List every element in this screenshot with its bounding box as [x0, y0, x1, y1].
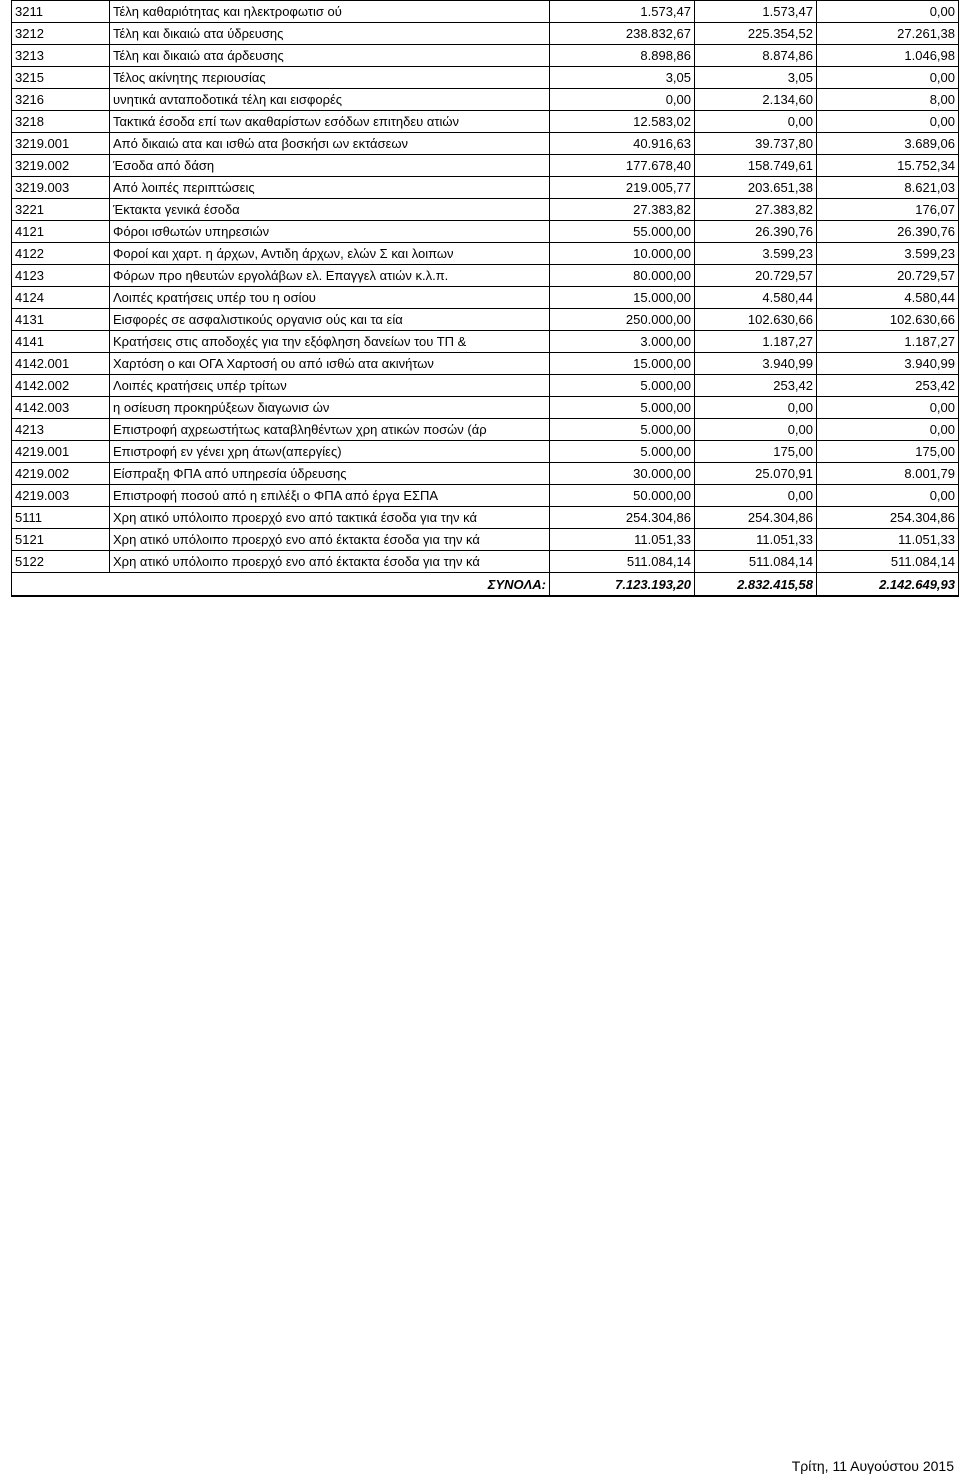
amount-col3: 20.729,57: [817, 265, 959, 287]
footer-date: Τρίτη, 11 Αυγούστου 2015: [791, 1458, 954, 1474]
amount-col2: 20.729,57: [695, 265, 817, 287]
amount-col1: 15.000,00: [550, 287, 695, 309]
amount-col2: 4.580,44: [695, 287, 817, 309]
amount-col3: 8.621,03: [817, 177, 959, 199]
amount-col2: 1.187,27: [695, 331, 817, 353]
account-code: 3221: [12, 199, 110, 221]
amount-col2: 102.630,66: [695, 309, 817, 331]
table-row: [12, 45, 959, 67]
amount-col3: 27.261,38: [817, 23, 959, 45]
amount-col1: 3.000,00: [550, 331, 695, 353]
amount-col1: 5.000,00: [550, 419, 695, 441]
amount-col1: 30.000,00: [550, 463, 695, 485]
account-description: Λοιπές κρατήσεις υπέρ του η οσίου: [110, 287, 550, 309]
account-code: 5121: [12, 529, 110, 551]
amount-col1: 27.383,82: [550, 199, 695, 221]
table-row: [12, 441, 959, 463]
table-row: [12, 133, 959, 155]
amount-col2: 0,00: [695, 111, 817, 133]
amount-col2: 203.651,38: [695, 177, 817, 199]
table-row: [12, 331, 959, 353]
table-row: [12, 155, 959, 177]
table-row: [12, 111, 959, 133]
amount-col2: 253,42: [695, 375, 817, 397]
account-code: 3219.001: [12, 133, 110, 155]
account-description: η οσίευση προκηρύξεων διαγωνισ ών: [110, 397, 550, 419]
account-description: Έσοδα από δάση: [110, 155, 550, 177]
table-row: [12, 353, 959, 375]
table-row: [12, 89, 959, 111]
account-description: Επιστροφή ποσού από η επιλέξι ο ΦΠΑ από έργα ΕΣΠΑ: [110, 485, 550, 507]
table-row: [12, 507, 959, 529]
account-description: Χαρτόση ο και ΟΓΑ Χαρτοσή ου από ισθώ ατα ακινήτων: [110, 353, 550, 375]
amount-col1: 1.573,47: [550, 1, 695, 23]
amount-col3: 0,00: [817, 485, 959, 507]
amount-col1: 5.000,00: [550, 375, 695, 397]
account-code: 4123: [12, 265, 110, 287]
totals-blank-cell: [12, 573, 110, 597]
amount-col3: 175,00: [817, 441, 959, 463]
account-code: 5122: [12, 551, 110, 573]
table-row: [12, 397, 959, 419]
account-description: Κρατήσεις στις αποδοχές για την εξόφληση δανείων του ΤΠ &: [110, 331, 550, 353]
account-description: Τέλη καθαριότητας και ηλεκτροφωτισ ού: [110, 1, 550, 23]
table-row: [12, 309, 959, 331]
amount-col3: 8,00: [817, 89, 959, 111]
table-row: [12, 23, 959, 45]
amount-col2: 11.051,33: [695, 529, 817, 551]
amount-col1: 219.005,77: [550, 177, 695, 199]
amount-col1: 8.898,86: [550, 45, 695, 67]
amount-col1: 5.000,00: [550, 397, 695, 419]
amount-col2: 0,00: [695, 397, 817, 419]
table-row: [12, 221, 959, 243]
amount-col3: 0,00: [817, 111, 959, 133]
amount-col1: 177.678,40: [550, 155, 695, 177]
amount-col1: 10.000,00: [550, 243, 695, 265]
amount-col2: 0,00: [695, 419, 817, 441]
amount-col2: 158.749,61: [695, 155, 817, 177]
table-row: [12, 375, 959, 397]
table-row: [12, 1, 959, 23]
amount-col2: 25.070,91: [695, 463, 817, 485]
account-code: 4142.001: [12, 353, 110, 375]
amount-col3: 3.689,06: [817, 133, 959, 155]
account-code: 4213: [12, 419, 110, 441]
amount-col1: 254.304,86: [550, 507, 695, 529]
totals-col2: 2.832.415,58: [695, 573, 817, 597]
amount-col1: 0,00: [550, 89, 695, 111]
amount-col1: 3,05: [550, 67, 695, 89]
totals-col1: 7.123.193,20: [550, 573, 695, 597]
amount-col1: 250.000,00: [550, 309, 695, 331]
account-description: υνητικά ανταποδοτικά τέλη και εισφορές: [110, 89, 550, 111]
amount-col2: 254.304,86: [695, 507, 817, 529]
amount-col3: 3.599,23: [817, 243, 959, 265]
amount-col2: 3,05: [695, 67, 817, 89]
amount-col3: 511.084,14: [817, 551, 959, 573]
table-row: [12, 463, 959, 485]
account-description: Από δικαιώ ατα και ισθώ ατα βοσκήσι ων εκτάσεων: [110, 133, 550, 155]
account-code: 4219.003: [12, 485, 110, 507]
amount-col3: 0,00: [817, 67, 959, 89]
budget-ledger-table: [11, 0, 959, 597]
amount-col1: 11.051,33: [550, 529, 695, 551]
amount-col1: 15.000,00: [550, 353, 695, 375]
amount-col2: 3.940,99: [695, 353, 817, 375]
amount-col2: 0,00: [695, 485, 817, 507]
account-description: Φόρων προ ηθευτών εργολάβων ελ. Επαγγελ ατιών κ.λ.π.: [110, 265, 550, 287]
table-row: [12, 199, 959, 221]
account-code: 4124: [12, 287, 110, 309]
account-description: Τακτικά έσοδα επί των ακαθαρίστων εσόδων επιτηδευ ατιών: [110, 111, 550, 133]
account-code: 3218: [12, 111, 110, 133]
amount-col3: 8.001,79: [817, 463, 959, 485]
account-description: Τέλη και δικαιώ ατα άρδευσης: [110, 45, 550, 67]
account-code: 3213: [12, 45, 110, 67]
account-code: 4121: [12, 221, 110, 243]
amount-col1: 5.000,00: [550, 441, 695, 463]
account-description: Είσπραξη ΦΠΑ από υπηρεσία ύδρευσης: [110, 463, 550, 485]
account-description: Φόροι ισθωτών υπηρεσιών: [110, 221, 550, 243]
account-code: 3219.003: [12, 177, 110, 199]
amount-col1: 238.832,67: [550, 23, 695, 45]
amount-col3: 1.187,27: [817, 331, 959, 353]
amount-col3: 254.304,86: [817, 507, 959, 529]
account-code: 3215: [12, 67, 110, 89]
amount-col3: 0,00: [817, 397, 959, 419]
amount-col3: 3.940,99: [817, 353, 959, 375]
account-description: Έκτακτα γενικά έσοδα: [110, 199, 550, 221]
amount-col2: 175,00: [695, 441, 817, 463]
table-row: [12, 419, 959, 441]
account-description: Επιστροφή εν γένει χρη άτων(απεργίες): [110, 441, 550, 463]
amount-col1: 12.583,02: [550, 111, 695, 133]
amount-col2: 39.737,80: [695, 133, 817, 155]
account-code: 3216: [12, 89, 110, 111]
amount-col3: 15.752,34: [817, 155, 959, 177]
account-code: 4219.001: [12, 441, 110, 463]
account-description: Επιστροφή αχρεωστήτως καταβληθέντων χρη ατικών ποσών (άρ: [110, 419, 550, 441]
totals-label: ΣΥΝΟΛΑ:: [110, 573, 550, 597]
table-row: [12, 67, 959, 89]
amount-col3: 253,42: [817, 375, 959, 397]
totals-row: [12, 573, 959, 597]
amount-col2: 511.084,14: [695, 551, 817, 573]
amount-col2: 26.390,76: [695, 221, 817, 243]
amount-col2: 225.354,52: [695, 23, 817, 45]
account-description: Εισφορές σε ασφαλιστικούς οργανισ ούς και τα εία: [110, 309, 550, 331]
account-description: Από λοιπές περιπτώσεις: [110, 177, 550, 199]
amount-col1: 80.000,00: [550, 265, 695, 287]
account-description: Χρη ατικό υπόλοιπο προερχό ενο από έκτακτα έσοδα για την κά: [110, 551, 550, 573]
amount-col1: 55.000,00: [550, 221, 695, 243]
amount-col2: 1.573,47: [695, 1, 817, 23]
amount-col3: 0,00: [817, 1, 959, 23]
amount-col3: 4.580,44: [817, 287, 959, 309]
amount-col2: 2.134,60: [695, 89, 817, 111]
amount-col3: 0,00: [817, 419, 959, 441]
account-description: Χρη ατικό υπόλοιπο προερχό ενο από τακτικά έσοδα για την κά: [110, 507, 550, 529]
amount-col3: 102.630,66: [817, 309, 959, 331]
account-description: Τέλη και δικαιώ ατα ύδρευσης: [110, 23, 550, 45]
account-code: 4122: [12, 243, 110, 265]
account-description: Χρη ατικό υπόλοιπο προερχό ενο από έκτακτα έσοδα για την κά: [110, 529, 550, 551]
account-code: 3212: [12, 23, 110, 45]
account-code: 3211: [12, 1, 110, 23]
ledger-body: [12, 1, 959, 573]
table-row: [12, 243, 959, 265]
table-row: [12, 177, 959, 199]
amount-col2: 27.383,82: [695, 199, 817, 221]
account-code: 4219.002: [12, 463, 110, 485]
amount-col3: 176,07: [817, 199, 959, 221]
table-row: [12, 529, 959, 551]
amount-col1: 40.916,63: [550, 133, 695, 155]
account-description: Λοιπές κρατήσεις υπέρ τρίτων: [110, 375, 550, 397]
account-code: 4142.003: [12, 397, 110, 419]
amount-col2: 3.599,23: [695, 243, 817, 265]
amount-col3: 26.390,76: [817, 221, 959, 243]
table-row: [12, 287, 959, 309]
account-description: Τέλος ακίνητης περιουσίας: [110, 67, 550, 89]
table-row: [12, 485, 959, 507]
account-code: 3219.002: [12, 155, 110, 177]
account-code: 4141: [12, 331, 110, 353]
amount-col1: 511.084,14: [550, 551, 695, 573]
amount-col1: 50.000,00: [550, 485, 695, 507]
amount-col3: 1.046,98: [817, 45, 959, 67]
totals-col3: 2.142.649,93: [817, 573, 959, 597]
account-code: 4131: [12, 309, 110, 331]
account-code: 5111: [12, 507, 110, 529]
account-code: 4142.002: [12, 375, 110, 397]
amount-col3: 11.051,33: [817, 529, 959, 551]
account-description: Φοροί και χαρτ. η άρχων, Αντιδη άρχων, ελών Σ και λοιπων: [110, 243, 550, 265]
table-row: [12, 265, 959, 287]
amount-col2: 8.874,86: [695, 45, 817, 67]
table-row: [12, 551, 959, 573]
